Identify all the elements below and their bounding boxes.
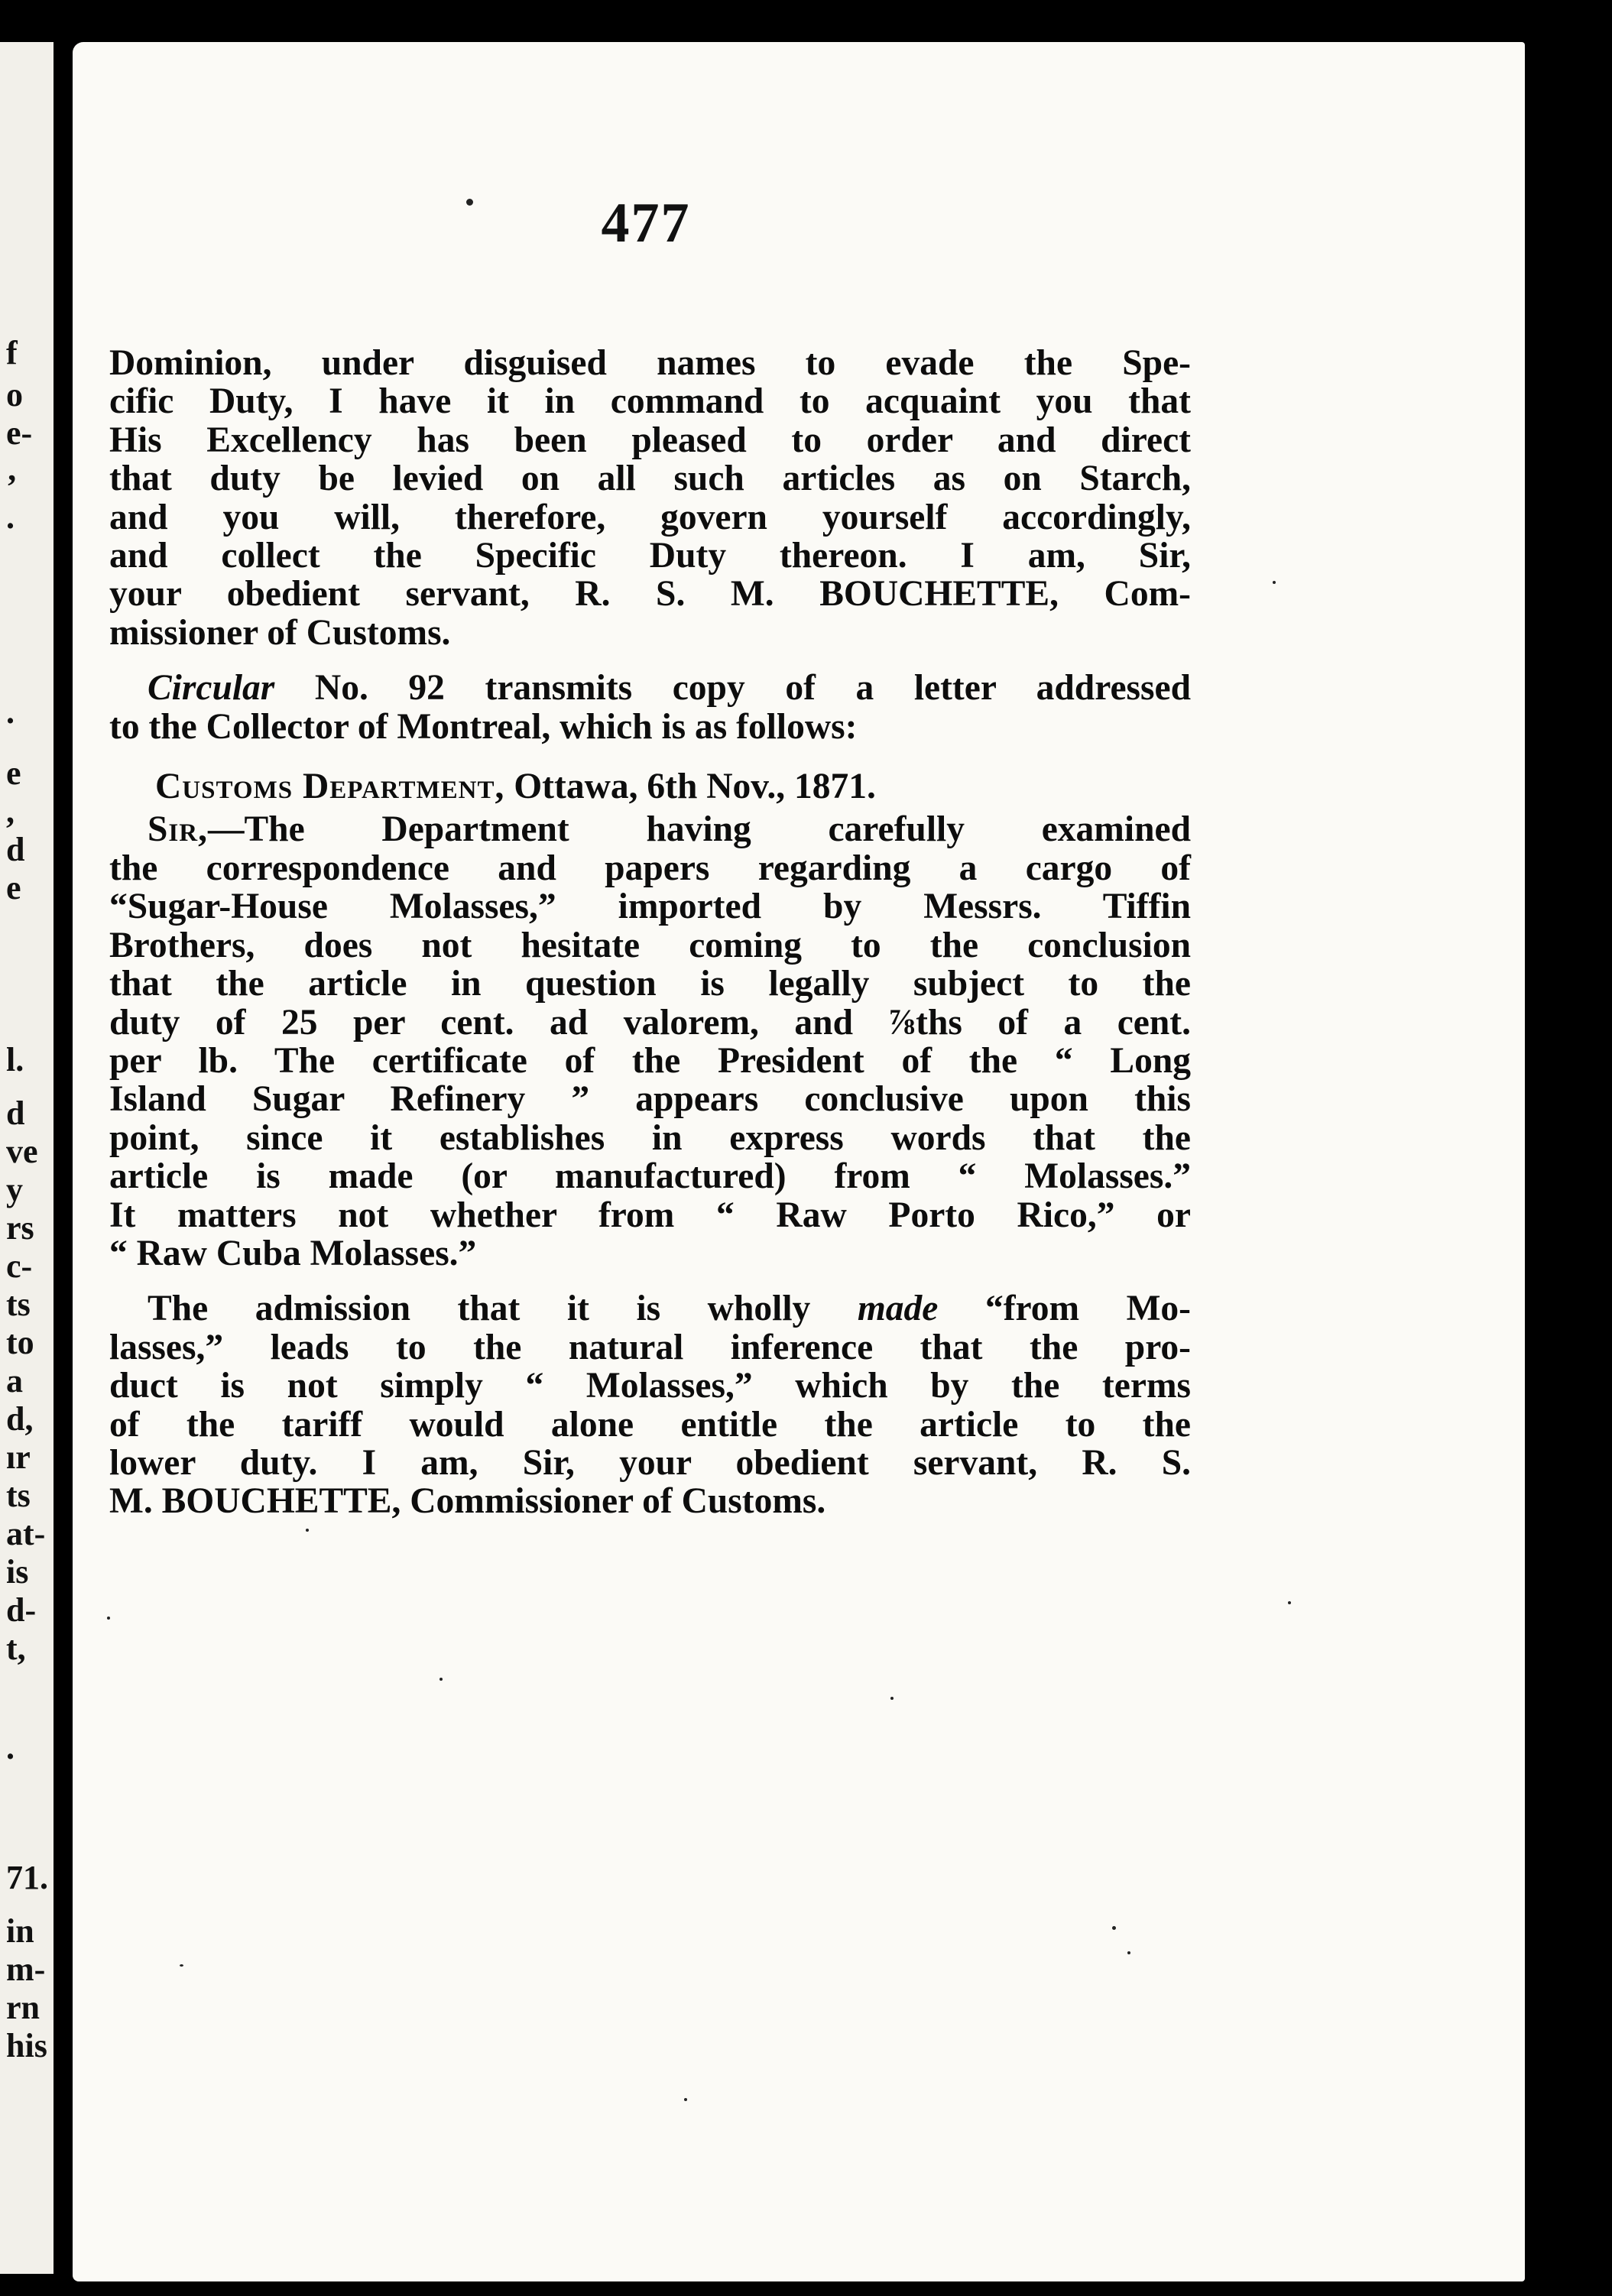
text-run: “from Mo- bbox=[938, 1289, 1191, 1329]
scan-border bbox=[1525, 0, 1612, 2296]
fragment-text: rs bbox=[6, 1209, 34, 1247]
text-line: and you will, therefore, govern yourself accordingly, bbox=[109, 497, 1191, 537]
dateline bbox=[109, 767, 1191, 806]
text-line: duty of 25 per cent. ad valorem, and ⅞ths of a cent. bbox=[109, 1002, 1191, 1043]
fragment-text: a bbox=[6, 1362, 23, 1399]
text-line: It matters not whether from “ Raw Porto Rico,” or bbox=[109, 1195, 1191, 1235]
text-line: lower duty. I am, Sir, your obedient servant, R. S. bbox=[109, 1442, 1191, 1483]
text-line: per lb. The certificate of the President of the “ Long bbox=[109, 1040, 1191, 1081]
ink-speck bbox=[890, 1697, 894, 1700]
fragment-text: . bbox=[6, 498, 15, 536]
adjacent-page-fragment bbox=[0, 42, 54, 2274]
text-line: of the tariff would alone entitle the article to the bbox=[109, 1404, 1191, 1445]
dateline-department: Customs Department, bbox=[155, 767, 505, 807]
text-line: “Sugar-House Molasses,” imported by Messrs. Tiffin bbox=[109, 887, 1191, 927]
ink-speck bbox=[439, 1678, 443, 1681]
text-line: His Excellency has been pleased to order and direct bbox=[109, 420, 1191, 460]
ink-speck bbox=[1273, 581, 1276, 584]
ink-speck bbox=[684, 2098, 687, 2101]
fragment-text: at- bbox=[6, 1515, 46, 1552]
made-italic: made bbox=[857, 1289, 939, 1329]
text-run: The admission that it is wholly bbox=[148, 1289, 858, 1329]
text-line: your obedient servant, R. S. M. BOUCHETTE, Com- bbox=[109, 574, 1191, 615]
ink-speck bbox=[107, 1617, 110, 1620]
page-body bbox=[109, 344, 1191, 1521]
paragraph-2 bbox=[109, 669, 1191, 746]
book-page bbox=[73, 42, 1525, 2281]
text-line: to the Collector of Montreal, which is as follows: bbox=[109, 706, 858, 747]
salutation: Sir, bbox=[148, 809, 208, 850]
fragment-text: ts bbox=[6, 1286, 31, 1323]
fragment-text: . bbox=[6, 1729, 15, 1766]
fragment-text: d, bbox=[6, 1400, 34, 1438]
text-line bbox=[109, 810, 1191, 848]
dateline-place-date: Ottawa, 6th Nov., 1871. bbox=[504, 767, 876, 807]
fragment-text: is bbox=[6, 1553, 29, 1591]
paragraph-letter bbox=[109, 810, 1191, 1273]
fragment-text: o bbox=[6, 376, 23, 413]
fragment-text: e bbox=[6, 754, 21, 792]
fragment-text: to bbox=[6, 1324, 34, 1361]
fragment-text: e bbox=[6, 869, 21, 906]
text-run: —The Department having carefully examined bbox=[207, 809, 1191, 850]
page-number: 477 bbox=[601, 192, 691, 255]
fragment-text: ve bbox=[6, 1133, 38, 1170]
text-line bbox=[109, 1289, 1191, 1328]
fragment-text: ’ bbox=[6, 468, 18, 505]
text-line: the correspondence and papers regarding a cargo of bbox=[109, 848, 1191, 888]
paragraph-1 bbox=[109, 344, 1191, 652]
ink-speck bbox=[306, 1529, 309, 1532]
text-line: lasses,” leads to the natural inference that the pro- bbox=[109, 1327, 1191, 1367]
fragment-text: in bbox=[6, 1912, 34, 1950]
text-line: that duty be levied on all such articles as on Starch, bbox=[109, 459, 1191, 499]
fragment-text: d- bbox=[6, 1591, 37, 1629]
circular-italic: Circular bbox=[148, 668, 275, 709]
text-line: “ Raw Cuba Molasses.” bbox=[109, 1233, 477, 1273]
text-line: Island Sugar Refinery ” appears conclusive upon this bbox=[109, 1079, 1191, 1120]
text-line bbox=[109, 767, 1191, 806]
fragment-text: y bbox=[6, 1171, 23, 1208]
ink-speck bbox=[1288, 1601, 1291, 1604]
text-line: Dominion, under disguised names to evade the Spe- bbox=[109, 343, 1191, 383]
fragment-text: m- bbox=[6, 1951, 46, 1988]
text-line: cific Duty, I have it in command to acquaint you that bbox=[109, 381, 1191, 422]
text-line: point, since it establishes in express words that the bbox=[109, 1117, 1191, 1158]
text-line: M. BOUCHETTE, Commissioner of Customs. bbox=[109, 1481, 826, 1522]
text-line bbox=[109, 669, 1191, 707]
fragment-text: , bbox=[6, 793, 15, 830]
fragment-text: ts bbox=[6, 1477, 31, 1514]
fragment-text: ır bbox=[6, 1438, 31, 1476]
fragment-text: d bbox=[6, 831, 25, 868]
fragment-text: t, bbox=[6, 1630, 26, 1667]
text-run: No. 92 transmits copy of a letter addressed bbox=[274, 668, 1191, 709]
ink-speck bbox=[180, 1964, 183, 1967]
fragment-text: e- bbox=[6, 414, 33, 452]
fragment-text: d bbox=[6, 1094, 25, 1132]
text-line: article is made (or manufactured) from “ Molasses.” bbox=[109, 1156, 1191, 1197]
fragment-text: his bbox=[6, 2027, 47, 2064]
fragment-text: c- bbox=[6, 1247, 33, 1285]
fragment-text: rn bbox=[6, 1989, 40, 2026]
ink-speck bbox=[466, 199, 473, 206]
fragment-text: 71. bbox=[6, 1859, 48, 1896]
text-line: that the article in question is legally subject to the bbox=[109, 964, 1191, 1004]
fragment-text: f bbox=[6, 334, 18, 371]
fragment-text: . bbox=[6, 693, 15, 731]
paragraph-admission bbox=[109, 1289, 1191, 1520]
text-line: missioner of Customs. bbox=[109, 612, 451, 653]
ink-speck bbox=[1112, 1926, 1116, 1930]
text-line: duct is not simply “ Molasses,” which by the terms bbox=[109, 1366, 1191, 1406]
text-line: Brothers, does not hesitate coming to the conclusion bbox=[109, 925, 1191, 965]
fragment-text: l. bbox=[6, 1041, 24, 1078]
ink-speck bbox=[1127, 1951, 1130, 1954]
text-line: and collect the Specific Duty thereon. I am, Sir, bbox=[109, 536, 1191, 576]
